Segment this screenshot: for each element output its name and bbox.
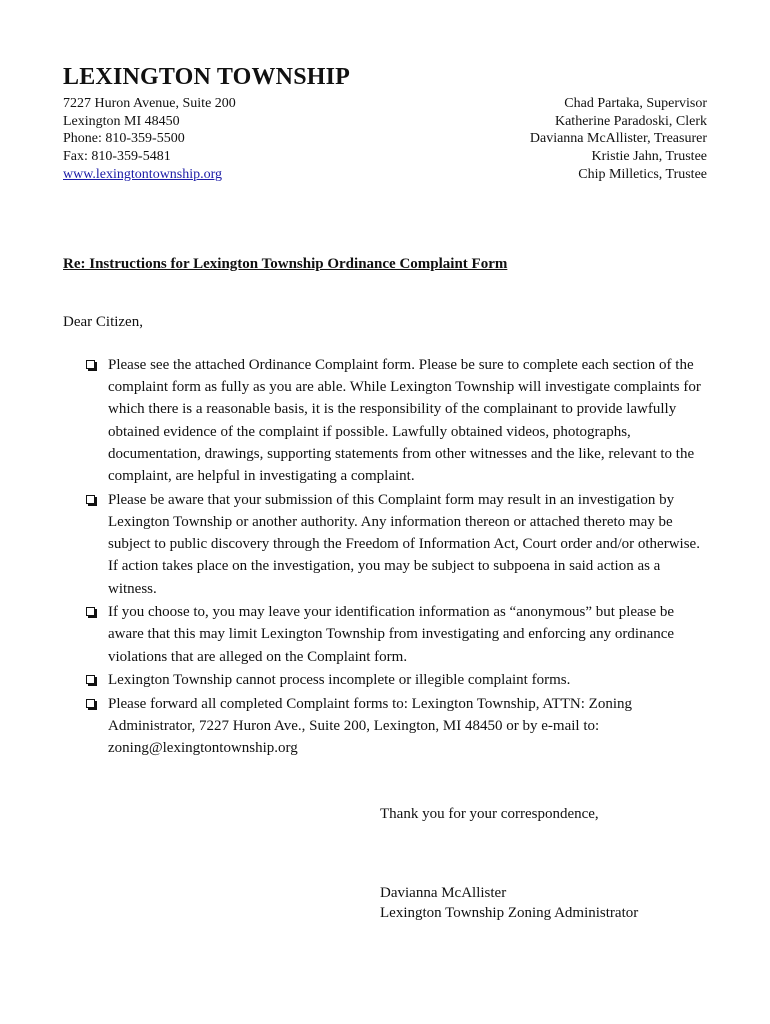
official-supervisor: Chad Partaka, Supervisor [564,96,707,111]
signature-title: Lexington Township Zoning Administrator [380,905,639,921]
checkbox-bullet-icon [86,699,95,708]
checkbox-bullet-icon [86,675,95,684]
checkbox-bullet-icon [86,360,95,369]
signature-name: Davianna McAllister [380,885,507,901]
list-item [86,601,711,668]
signature-block [380,883,638,923]
list-item-text: Please forward all completed Complaint forms to: Lexington Township, ATTN: Zoning Administrator, 7227 Huron Ave., Suite 200, Lexington, MI 48450 or by e-mail to: zoning@lexingtontownship.org [108,696,633,757]
list-item [86,489,711,600]
address-street: 7227 Huron Avenue, Suite 200 [63,96,236,111]
list-item-text: Please be aware that your submission of this Complaint form may result in an investigation by Lexington Township or another authority. Any information thereon or attached thereto may be subject to public discovery through the Freedom of Information Act, Court order and/or otherwise. If action takes place on the investigation, you may be subject to subpoena in said action as a witness. [108,491,700,597]
checkbox-bullet-icon [86,495,95,504]
officials-list [530,95,707,184]
official-treasurer: Davianna McAllister, Treasurer [529,131,707,147]
list-item [86,693,711,760]
subject-line: Re: Instructions for Lexington Township Ordinance Complaint Form [63,256,508,272]
address-fax: Fax: 810-359-5481 [63,149,171,165]
address-phone: Phone: 810-359-5500 [63,131,185,147]
list-item-text: Lexington Township cannot process incomplete or illegible complaint forms. [108,672,571,689]
salutation: Dear Citizen, [63,314,143,330]
list-item [86,669,711,691]
list-item-text: If you choose to, you may leave your identification information as “anonymous” but please be aware that this may limit Lexington Township from investigating and enforcing any ordinance violations that are alleged on the Complaint form. [108,604,675,665]
closing-line: Thank you for your correspondence, [380,806,599,822]
official-trustee-1: Kristie Jahn, Trustee [591,149,707,165]
list-item-text: Please see the attached Ordinance Complaint form. Please be sure to complete each section of the complaint form as fully as you are able. While Lexington Township will investigate complaints for which there is a reasonable basis, it is the responsibility of the complainant to provide lawfully obtained evidence of the complaint if possible. Lawfully obtained videos, photographs, documentation, drawings, supporting statements from other witnesses and the like, relevant to the complaint, are helpful in investigating a complaint. [108,357,701,485]
official-clerk: Katherine Paradoski, Clerk [554,113,707,129]
instruction-list [86,354,711,761]
list-item [86,354,711,487]
website-link[interactable]: www.lexingtontownship.org [63,166,223,182]
address-city: Lexington MI 48450 [63,113,180,129]
township-address-block [63,95,236,184]
township-title: LEXINGTON TOWNSHIP [63,64,351,90]
official-trustee-2: Chip Milletics, Trustee [578,166,707,182]
checkbox-bullet-icon [86,607,95,616]
